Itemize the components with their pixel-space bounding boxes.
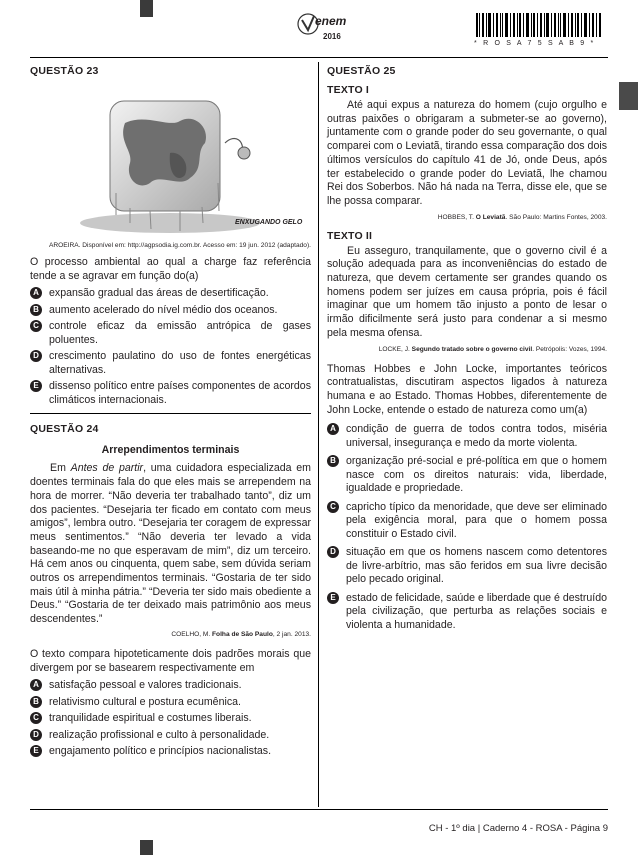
q25-texto2-label: TEXTO II bbox=[327, 229, 373, 242]
q24-text bbox=[30, 462, 311, 626]
logo-wordmark: enem bbox=[315, 14, 347, 28]
q24-text-pre: Em bbox=[50, 462, 71, 475]
option-text: realização profissional e culto à personalidade. bbox=[49, 728, 270, 741]
option-text: relativismo cultural e postura ecumênica. bbox=[49, 695, 241, 708]
q25-texto1: Até aqui expus a natureza do homem (cujo orgulho e outras paixões o obrigaram a submeter-se ao governo), juntamente com o grande poder do seu governante, o qual comparei com o Leviatã, tirando essa comparação dos dois últimos versículos do capítulo 41 de Jó, onde Deus, após ter estabelecido o grande poder do Leviatã, lhe chamou Rei dos Soberbos. Não há nada na Terra, disse ele, que se lhe possa comparar. bbox=[327, 99, 607, 207]
q23-option-e[interactable] bbox=[30, 380, 311, 407]
option-text: condição de guerra de todos contra todos, miséria universal, insegurança e medo da morte violenta. bbox=[346, 423, 607, 449]
q25-title: QUESTÃO 25 bbox=[327, 65, 396, 77]
q24-stem: O texto compara hipoteticamente dois padrões morais que divergem por se basearem respectivamente em bbox=[30, 647, 311, 674]
q24-text-book: Antes de partir bbox=[70, 462, 144, 475]
q25-source1-pub: . São Paulo: Martins Fontes, 2003. bbox=[505, 213, 607, 221]
page-footer: CH - 1º dia | Caderno 4 - ROSA - Página 9 bbox=[428, 823, 608, 834]
option-text: controle eficaz da emissão antrópica de gases poluentes. bbox=[49, 320, 311, 346]
registration-mark-bottom bbox=[140, 840, 153, 855]
option-letter-d: D bbox=[327, 546, 339, 558]
option-letter-b: B bbox=[30, 696, 42, 708]
q25-options bbox=[327, 423, 607, 632]
q23-option-d[interactable] bbox=[30, 350, 311, 377]
option-text: satisfação pessoal e valores tradicionais. bbox=[49, 679, 242, 692]
option-text: estado de felicidade, saúde e liberdade que é destruído pela civilização, que perturba as relações sociais e violenta a humanidade. bbox=[346, 591, 607, 631]
q25-option-e[interactable] bbox=[327, 592, 607, 633]
option-letter-b: B bbox=[327, 455, 339, 467]
option-letter-d: D bbox=[30, 350, 42, 362]
option-letter-a: A bbox=[30, 287, 42, 299]
q24-text-body: , uma cuidadora especializada em doentes terminais fala do que eles mais se arrependem na hora de morrer. “Não deveria ter trabalhado tanto”, diz um dos pacientes. “Desejaria ter ficado em contato com meus amigos”, lembra outro. “Desejaria ter coragem de expressar meus sentimentos.” “Não deveria ter levado a vida baseando-me no que esperavam de mim”, diz um terceiro. Há cem anos ou cinquenta, quem sabe, sem dúvida seriam outros os arrependimentos terminais. “Gostaria de ter sido mais útil à minha pátria.” “Deveria ter sido mais obediente a Deus.” “Gostaria de ter deixado mais patrimônio aos meus descendentes.” bbox=[30, 462, 311, 626]
option-letter-c: C bbox=[30, 712, 42, 724]
barcode bbox=[476, 13, 602, 37]
enem-logo bbox=[293, 8, 353, 46]
q24-source-work: Folha de São Paulo bbox=[212, 630, 273, 638]
logo-year: 2016 bbox=[323, 32, 341, 41]
footer-rule bbox=[30, 809, 608, 810]
q24-title: QUESTÃO 24 bbox=[30, 423, 99, 436]
registration-mark-top bbox=[140, 0, 153, 17]
q24-option-a[interactable] bbox=[30, 679, 311, 693]
option-letter-b: B bbox=[30, 304, 42, 316]
option-text: dissenso político entre países componentes de acordos climáticos internacionais. bbox=[49, 380, 311, 406]
q23-source: AROEIRA. Disponível em: http://agpsodia.ig.com.br. Acesso em: 19 jun. 2012 (adaptado). bbox=[48, 242, 311, 249]
q23-stem: O processo ambiental ao qual a charge faz referência tende a se agravar em função do(a) bbox=[30, 256, 311, 282]
option-text: crescimento paulatino do uso de fontes energéticas alternativas. bbox=[49, 350, 311, 376]
q25-texto1-label: TEXTO I bbox=[327, 84, 370, 96]
q23-separator bbox=[30, 413, 311, 414]
barcode-text: * R O S A 7 5 S A B 9 * bbox=[474, 40, 596, 47]
melting-ice-globe-icon bbox=[30, 83, 311, 239]
q24-source-date: , 2 jan. 2013. bbox=[272, 630, 311, 638]
q25-option-d[interactable] bbox=[327, 546, 607, 587]
option-letter-e: E bbox=[30, 745, 42, 757]
q23-options bbox=[30, 287, 311, 407]
q24-option-b[interactable] bbox=[30, 696, 311, 710]
q24-text-title: Arrependimentos terminais bbox=[101, 444, 240, 457]
q25-source2-work: Segundo tratado sobre o governo civil bbox=[411, 345, 533, 353]
q24-source-author: COELHO, M. bbox=[171, 630, 213, 638]
q24-options bbox=[30, 679, 311, 759]
q25-source1 bbox=[327, 214, 607, 221]
q25-texto2: Eu asseguro, tranquilamente, que o governo civil é a solução adequada para as inconveniências do estado de natureza, que devem certamente ser grandes quando os homens podem ser juízes em causa própria, pois é fácil imaginar que um homem tão injusto a ponto de lesar o irmão dificilmente será justo para condenar a si mesmo pela mesma ofensa. bbox=[327, 244, 607, 339]
q25-stem: Thomas Hobbes e John Locke, importantes teóricos contratualistas, discutiram aspectos ligados à natureza humana e ao Estado. Thomas Hobbes, diferentemente de John Locke, entende o estado de natureza como um(a) bbox=[327, 362, 607, 416]
q25-source1-author: HOBBES, T. bbox=[437, 213, 476, 221]
q25-option-a[interactable] bbox=[327, 423, 607, 450]
q23-option-a[interactable] bbox=[30, 287, 311, 301]
q23-option-c[interactable] bbox=[30, 320, 311, 347]
option-letter-e: E bbox=[327, 592, 339, 604]
barcode-icon bbox=[476, 13, 602, 37]
option-text: expansão gradual das áreas de desertificação. bbox=[49, 287, 269, 300]
option-letter-d: D bbox=[30, 729, 42, 741]
option-text: situação em que os homens nascem como detentores de livre-arbítrio, mas são feridos em sua livre decisão pelo pecado original. bbox=[346, 546, 607, 586]
option-letter-c: C bbox=[327, 501, 339, 513]
q25-source1-work: O Leviatã bbox=[475, 213, 506, 221]
q23-option-b[interactable] bbox=[30, 304, 311, 318]
q24-option-e[interactable] bbox=[30, 745, 311, 759]
q23-title: QUESTÃO 23 bbox=[30, 65, 99, 77]
q25-source2-pub: . Petrópolis: Vozes, 1994. bbox=[532, 345, 607, 353]
right-column bbox=[327, 65, 607, 637]
q25-option-b[interactable] bbox=[327, 455, 607, 496]
option-text: tranquilidade espiritual e costumes liberais. bbox=[49, 712, 252, 725]
q24-option-c[interactable] bbox=[30, 712, 311, 726]
option-text: aumento acelerado do nível médio dos oceanos. bbox=[49, 303, 278, 316]
q23-cartoon bbox=[30, 83, 311, 239]
q24-source bbox=[30, 631, 311, 638]
q25-option-c[interactable] bbox=[327, 501, 607, 542]
q24-option-d[interactable] bbox=[30, 729, 311, 743]
option-letter-e: E bbox=[30, 380, 42, 392]
option-letter-a: A bbox=[327, 423, 339, 435]
column-divider bbox=[318, 62, 319, 807]
cartoon-caption: ENXUGANDO GELO bbox=[235, 219, 303, 226]
option-text: capricho típico da menoridade, que deve ser eliminado pela exigência moral, para que o homem possa constituir o Estado civil. bbox=[346, 500, 607, 540]
header-rule bbox=[30, 57, 608, 58]
option-letter-c: C bbox=[30, 320, 42, 332]
side-tab bbox=[619, 82, 638, 110]
left-column bbox=[30, 65, 311, 762]
option-letter-a: A bbox=[30, 679, 42, 691]
q25-source2 bbox=[327, 346, 607, 353]
option-text: engajamento político e princípios nacionalistas. bbox=[49, 745, 272, 758]
option-text: organização pré-social e pré-política em que o homem nasce com os direitos naturais: vida, liberdade, igualdade e propriedade. bbox=[346, 455, 607, 495]
q25-source2-author: LOCKE, J. bbox=[378, 345, 412, 353]
